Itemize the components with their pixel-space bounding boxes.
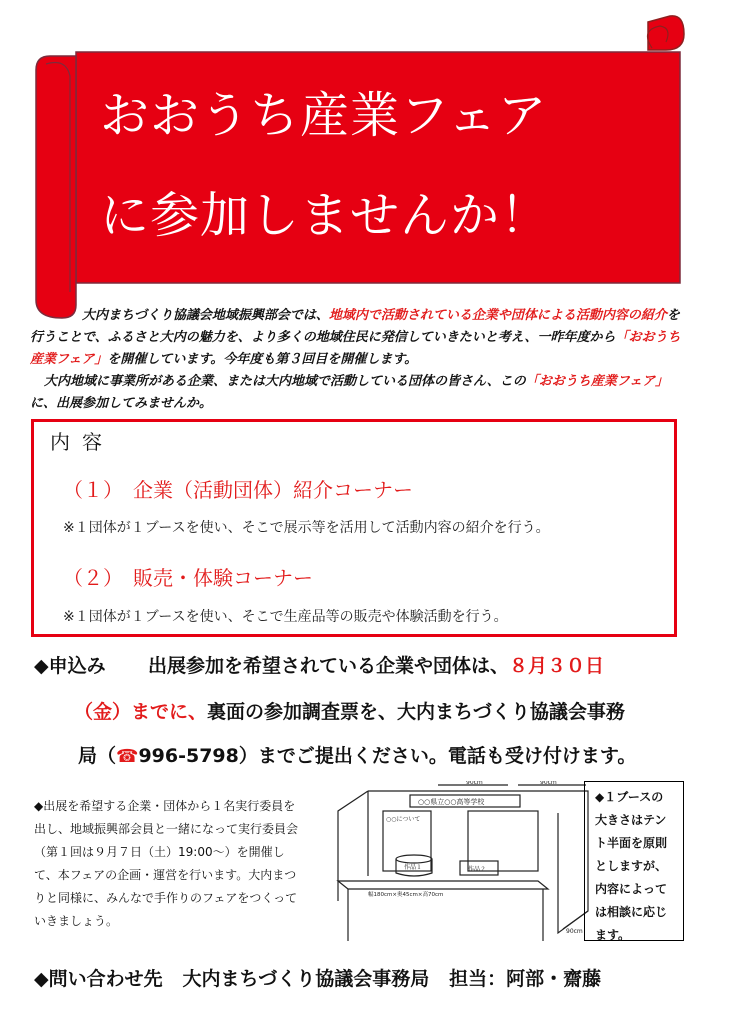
- application-line3a: 局（: [78, 745, 117, 767]
- telephone-icon: ☎: [116, 746, 139, 767]
- dim-width-right: 90cm: [540, 781, 557, 786]
- content-heading: 内容: [50, 430, 114, 454]
- booth-work2: 作品２: [468, 866, 487, 873]
- application-line3: [78, 741, 636, 768]
- application-line1: [148, 651, 604, 678]
- banner-title-line1: おおうち産業フェア: [100, 87, 548, 144]
- booth-table-note: 幅180cm×奥45cm×高70cm: [368, 892, 444, 898]
- dim-depth: 90cm: [566, 928, 583, 935]
- contact-org: 大内まちづくり協議会事務局: [182, 968, 430, 990]
- intro-p2b: 「おおうち産業フェア」: [525, 374, 669, 389]
- application-date2: （金）までに、: [74, 701, 208, 723]
- content-item-1-note: ※１団体が１ブースを使い、そこで展示等を活用して活動内容の紹介を行う。: [63, 520, 550, 536]
- intro-p1a: 大内まちづくり協議会地域振興部会では、: [82, 308, 329, 323]
- intro-p1c: を行うことで、ふるさと大内の魅力を、より多くの地域住民に発信していきたいと考え、一昨年度から: [30, 308, 680, 345]
- booth-panel: ○○について: [386, 816, 421, 823]
- application-line2: [74, 697, 625, 724]
- intro-p2a: 大内地域に事業所がある企業、または大内地域で活動している団体の皆さん、この: [44, 374, 526, 389]
- content-item-2-title: （２） 販売・体験コーナー: [63, 566, 313, 590]
- booth-note-line: ト半面を原則: [595, 836, 668, 850]
- booth-sign: ○○県立○○高等学校: [418, 798, 485, 806]
- intro-p2c: に、出展参加してみませんか。: [30, 396, 213, 411]
- intro-p1b: 地域内で活動されている企業や団体による活動内容の紹介: [328, 308, 667, 323]
- committee-text: ◆出展を希望する企業・団体から１名実行委員を出し、地域振興部会員と一緒になって実行委員会（第１回は９月７日（土）19:00～）を開催して、本フェアの企画・運営を行います。大内まつりと同様に、みんなで手作りのフェアをつくっていきましょう。: [34, 799, 299, 928]
- contact-label: ◆問い合わせ先: [34, 968, 163, 990]
- booth-work1: 作品１: [404, 864, 423, 871]
- application-label: ◆申込み: [34, 655, 106, 677]
- content-item-2-note: ※１団体が１ブースを使い、そこで生産品等の販売や体験活動を行う。: [63, 609, 508, 625]
- booth-sketch: [318, 781, 598, 941]
- intro-paragraph: [30, 305, 690, 415]
- booth-note-line: としますが、: [595, 859, 668, 873]
- booth-note-line: は相談に応じ: [595, 905, 668, 919]
- booth-note-line: ます。: [595, 928, 631, 942]
- application-date: ８月３０日: [509, 655, 605, 677]
- booth-note-line: 大きさはテン: [595, 813, 667, 827]
- intro-p1d: 「おおうち産業フェア」: [30, 330, 681, 367]
- application-line2-text: 裏面の参加調査票を、大内まちづくり協議会事務: [207, 701, 625, 723]
- booth-size-note: [584, 781, 684, 941]
- contact-person: 担当：阿部・齋藤: [449, 968, 602, 990]
- contact-line: [34, 964, 601, 991]
- booth-note-line: 内容によって: [595, 882, 668, 896]
- application-line1-text: 出展参加を希望されている企業や団体は、: [148, 655, 510, 677]
- intro-p1e: を開催しています。今年度も第３回目を開催します。: [107, 352, 418, 367]
- phone-number: 996-5798: [138, 745, 239, 767]
- content-item-1-title: （１） 企業（活動団体）紹介コーナー: [63, 478, 413, 502]
- application-line3b: ）までご提出ください。電話も受け付けます。: [238, 745, 637, 767]
- dim-width-left: 90cm: [466, 781, 483, 786]
- booth-note-line: ◆１ブースの: [595, 790, 664, 804]
- banner-title-line2: に参加しませんか！: [100, 187, 551, 244]
- banner-title: [100, 85, 680, 247]
